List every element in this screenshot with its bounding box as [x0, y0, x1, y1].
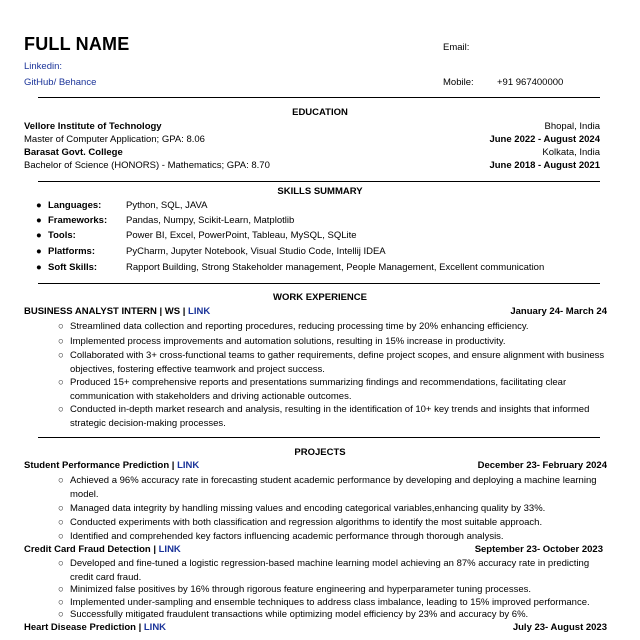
circle-bullet-icon: ○ — [58, 475, 64, 486]
circle-bullet-icon: ○ — [58, 377, 64, 388]
degree-dates: June 2022 - August 2024 — [489, 134, 600, 145]
project-link[interactable]: LINK — [143, 622, 167, 633]
work-bullet: ○ Streamlined data collection and reporting procedures, reducing processing time by 20% enhancing efficiency. — [58, 321, 529, 332]
skill-row — [36, 215, 294, 227]
job-title-text: BUSINESS ANALYST INTERN | WS | — [24, 306, 189, 317]
circle-bullet-icon: ○ — [58, 321, 64, 332]
bullet-icon: ● — [36, 200, 42, 211]
skill-label: Frameworks: — [48, 215, 108, 226]
skill-value: Pandas, Numpy, Scikit-Learn, Matplotlib — [126, 215, 295, 226]
circle-bullet-icon: ○ — [58, 558, 64, 569]
school-name: Vellore Institute of Technology — [24, 121, 162, 132]
project-title — [24, 544, 181, 555]
skill-row — [36, 230, 357, 242]
project-dates: September 23- October 2023 — [474, 544, 603, 555]
project-bullet: ○ Minimized false positives by 16% through rigorous feature engineering and hyperparameter tuning processes. — [58, 584, 532, 595]
project-bullet: ○ Achieved a 96% accuracy rate in forecasting student academic performance by developing and deploying a machine learning model. — [58, 475, 597, 500]
divider — [38, 437, 600, 438]
circle-bullet-icon: ○ — [58, 503, 64, 514]
project-bullet: ○ Identified and comprehended key factors influencing academic performance through thorough analysis. — [58, 531, 504, 542]
work-bullet: ○ Implemented process improvements and automation solutions, resulting in 15% increase in productivity. — [58, 336, 506, 347]
divider — [38, 181, 600, 182]
project-dates: December 23- February 2024 — [477, 460, 607, 471]
project-bullet: ○ Managed data integrity by handling missing values and encoding categorical variables,enhancing quality by 33%. — [58, 503, 546, 514]
skill-row — [36, 262, 544, 274]
project-bullet: ○ Developed and fine-tuned a logistic regression-based machine learning model achieving an 87% accuracy rate in predicting credit card fraud. — [58, 558, 590, 583]
project-link[interactable]: LINK — [177, 460, 200, 471]
education-title: EDUCATION — [292, 107, 348, 118]
bullet-icon: ● — [36, 230, 42, 241]
project-name: Credit Card Fraud Detection | — [24, 544, 159, 555]
circle-bullet-icon: ○ — [58, 531, 64, 542]
circle-bullet-icon: ○ — [58, 584, 64, 595]
mobile-label: Mobile: — [443, 77, 474, 88]
skill-label: Soft Skills: — [48, 262, 98, 273]
divider — [38, 283, 600, 284]
job-title — [24, 306, 210, 317]
circle-bullet-icon: ○ — [58, 404, 64, 415]
degree-dates: June 2018 - August 2021 — [489, 160, 600, 171]
school-name: Barasat Govt. College — [24, 147, 123, 158]
project-name: Student Performance Prediction | — [24, 460, 178, 471]
divider — [38, 97, 600, 98]
projects-title: PROJECTS — [294, 447, 346, 458]
project-name: Heart Disease Prediction | — [24, 622, 144, 633]
github-link[interactable]: GitHub/ Behance — [24, 77, 97, 88]
job-dates: January 24- March 24 — [510, 306, 607, 317]
circle-bullet-icon: ○ — [58, 597, 64, 608]
skill-row — [36, 200, 208, 212]
job-link[interactable]: LINK — [188, 306, 211, 317]
project-dates: July 23- August 2023 — [512, 622, 607, 633]
work-bullet: ○ Produced 15+ comprehensive reports and presentations summarizing findings and recommendations, facilitating clear communication with stakeholders and driving actionable outcomes. — [58, 377, 567, 402]
circle-bullet-icon: ○ — [58, 517, 64, 528]
skills-title: SKILLS SUMMARY — [277, 186, 363, 197]
skill-label: Platforms: — [48, 246, 95, 257]
bullet-icon: ● — [36, 246, 42, 257]
work-title: WORK EXPERIENCE — [273, 292, 367, 303]
circle-bullet-icon: ○ — [58, 350, 64, 361]
circle-bullet-icon: ○ — [58, 336, 64, 347]
project-link[interactable]: LINK — [158, 544, 181, 555]
skill-value: Python, SQL, JAVA — [126, 200, 208, 211]
skill-row — [36, 246, 386, 258]
school-location: Bhopal, India — [544, 121, 600, 132]
skill-label: Languages: — [48, 200, 102, 211]
work-bullet: ○ Conducted in-depth market research and analysis, resulting in the identification of 10+ key trends and insights that informed strategic decision-making processes. — [58, 404, 590, 429]
school-location: Kolkata, India — [542, 147, 600, 158]
project-title — [24, 460, 199, 471]
circle-bullet-icon: ○ — [58, 609, 64, 620]
bullet-icon: ● — [36, 262, 42, 273]
project-bullet: ○ Conducted experiments with both classification and regression algorithms to identify the most suitable approach. — [58, 517, 543, 528]
full-name: FULL NAME — [24, 34, 130, 54]
project-title — [24, 622, 166, 633]
skill-label: Tools: — [48, 230, 76, 241]
degree: Master of Computer Application; GPA: 8.06 — [24, 134, 205, 145]
linkedin-link[interactable]: Linkedin: — [24, 61, 63, 72]
mobile-value: +91 967400000 — [497, 77, 564, 88]
skill-value: Rapport Building, Strong Stakeholder management, People Management, Excellent communication — [126, 262, 545, 273]
email-label: Email: — [443, 42, 470, 53]
skill-value: PyCharm, Jupyter Notebook, Visual Studio Code, Intellij IDEA — [126, 246, 386, 257]
bullet-icon: ● — [36, 215, 42, 226]
project-bullet: ○ Successfully mitigated fraudulent transactions while optimizing model efficiency by 23% and accuracy by 6%. — [58, 609, 529, 620]
work-bullet: ○ Collaborated with 3+ cross-functional teams to gather requirements, define project scopes, and ensure alignment with business objectives, fostering effective teamwork and project success. — [58, 350, 605, 375]
degree: Bachelor of Science (HONORS) - Mathematics; GPA: 8.70 — [24, 160, 270, 171]
skill-value: Power BI, Excel, PowerPoint, Tableau, MySQL, SQLite — [126, 230, 357, 241]
project-bullet: ○ Implemented under-sampling and ensemble techniques to address class imbalance, leading to 15% improved performance. — [58, 597, 590, 608]
